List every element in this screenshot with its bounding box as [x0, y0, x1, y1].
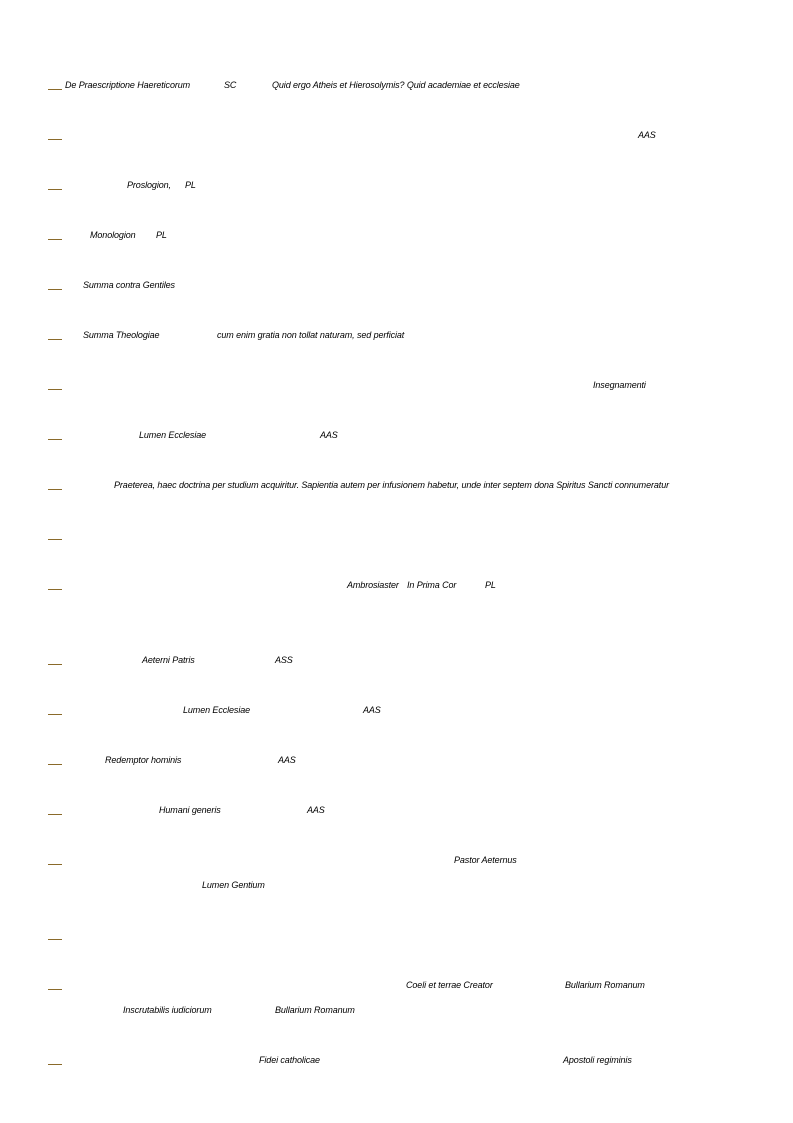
footnote-marker [48, 239, 62, 240]
footnote-text: Praeterea, haec doctrina per studium acquiritur. Sapientia autem per infusionem habetur, unde inter septem dona Spiritus Sancti connumeratur [114, 480, 669, 490]
footnote-text: Redemptor hominis [105, 755, 182, 765]
footnote-text: Summa Theologiae [83, 330, 160, 340]
footnote-text: Summa contra Gentiles [83, 280, 175, 290]
footnote-marker [48, 589, 62, 590]
footnote-text: Humani generis [159, 805, 221, 815]
footnote-text: Lumen Gentium [202, 880, 265, 890]
footnote-text: Lumen Ecclesiae [183, 705, 251, 715]
footnote-text: ASS [275, 655, 293, 665]
footnote-marker [48, 339, 62, 340]
footnote-text: Ambrosiaster [347, 580, 399, 590]
footnote-marker [48, 939, 62, 940]
footnote-text: cum enim gratia non tollat naturam, sed perficiat [217, 330, 405, 340]
footnote-text: PL [185, 180, 196, 190]
footnote-text: PL [156, 230, 167, 240]
footnote-marker [48, 139, 62, 140]
footnote-marker [48, 864, 62, 865]
footnote-text: AAS [363, 705, 381, 715]
footnote-text: SC [224, 80, 237, 90]
footnote-text: AAS [307, 805, 325, 815]
footnote-text: Lumen Ecclesiae [139, 430, 207, 440]
footnote-text: Apostoli regiminis [563, 1055, 632, 1065]
footnote-text: Quid ergo Atheis et Hierosolymis? Quid academiae et ecclesiae [272, 80, 520, 90]
footnote-marker [48, 714, 62, 715]
footnote-marker [48, 489, 62, 490]
footnote-text: Coeli et terrae Creator [406, 980, 493, 990]
footnote-text: De Praescriptione Haereticorum [65, 80, 191, 90]
footnote-text: AAS [320, 430, 338, 440]
footnote-text: PL [485, 580, 496, 590]
footnote-marker [48, 439, 62, 440]
footnote-text: AAS [638, 130, 656, 140]
footnote-marker [48, 1064, 62, 1065]
footnote-text: In Prima Cor [407, 580, 457, 590]
footnote-marker [48, 89, 62, 90]
footnote-text: Monologion [90, 230, 136, 240]
footnote-text: Fidei catholicae [259, 1055, 320, 1065]
footnote-text: Proslogion, [127, 180, 171, 190]
footnote-text: Pastor Aeternus [454, 855, 517, 865]
footnote-marker [48, 989, 62, 990]
footnote-marker [48, 539, 62, 540]
footnote-text: Bullarium Romanum [275, 1005, 355, 1015]
footnote-marker [48, 189, 62, 190]
footnote-text: Inscrutabilis iudiciorum [123, 1005, 212, 1015]
footnote-marker [48, 764, 62, 765]
footnote-marker [48, 389, 62, 390]
footnote-marker [48, 289, 62, 290]
footnote-marker [48, 664, 62, 665]
footnote-text: Insegnamenti [593, 380, 646, 390]
footnote-marker [48, 814, 62, 815]
footnote-text: AAS [278, 755, 296, 765]
footnote-text: Bullarium Romanum [565, 980, 645, 990]
footnote-text: Aeterni Patris [142, 655, 195, 665]
